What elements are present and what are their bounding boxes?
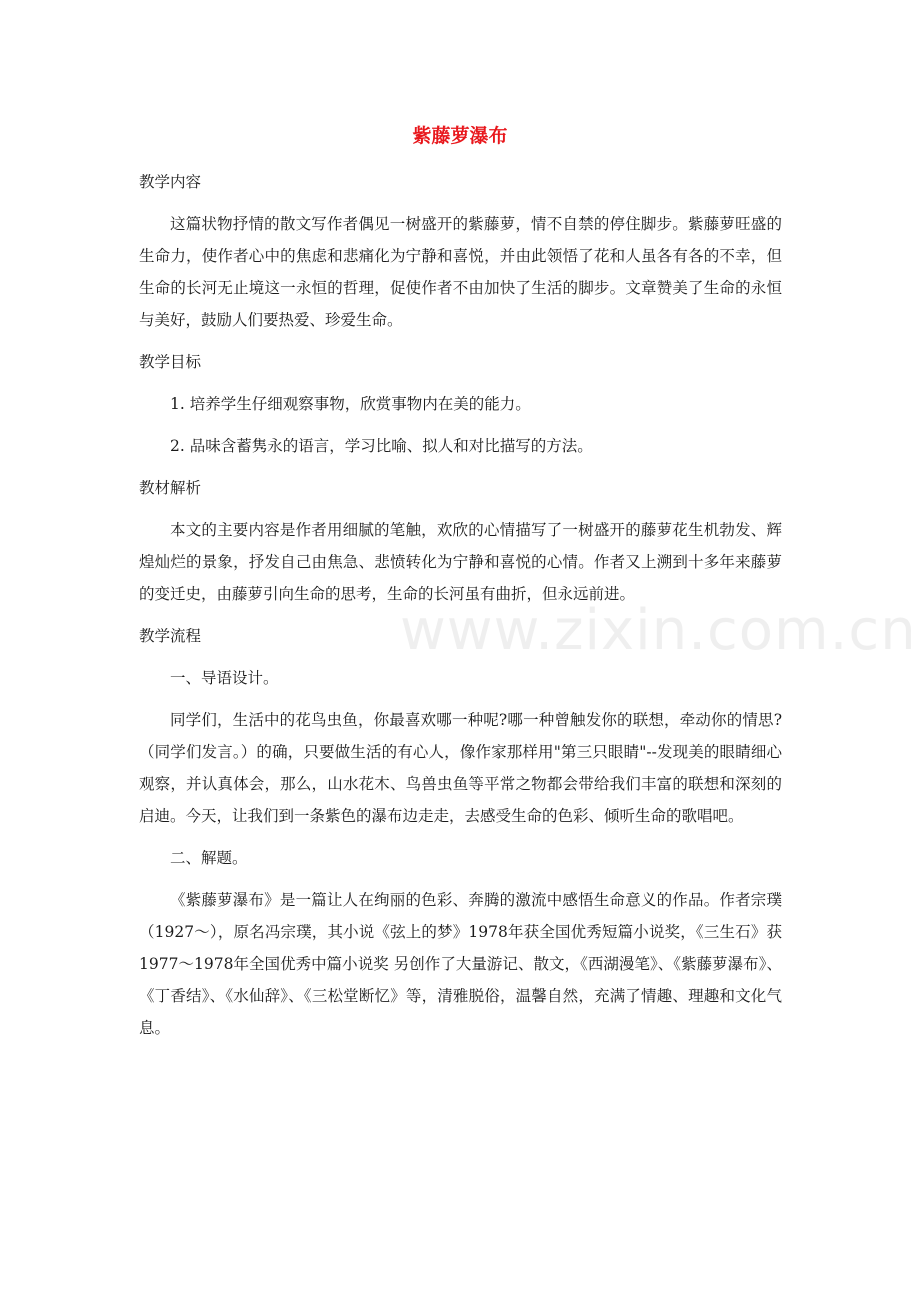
goal-item: 2. 品味含蓄隽永的语言，学习比喻、拟人和对比描写的方法。 xyxy=(170,437,593,455)
content-paragraph: 这篇状物抒情的散文写作者偶见一树盛开的紫藤萝，情不自禁的停住脚步。紫藤萝旺盛的生命力，使作者心中的焦虑和悲痛化为宁静和喜悦，并由此领悟了花和人虽各有各的不幸，但生命的长河无止境这一永恒的哲理，促使作者不由加快了生活的脚步。文章赞美了生命的永恒与美好，鼓励人们要热爱、珍爱生命。 xyxy=(139,215,782,329)
process-step1-title: 一、导语设计。 xyxy=(170,669,279,687)
process-step2-title: 二、解题。 xyxy=(170,849,248,867)
watermark: www.zixin.com.cn xyxy=(400,598,917,663)
goal-item: 1. 培养学生仔细观察事物，欣赏事物内在美的能力。 xyxy=(170,395,531,413)
process-step2-paragraph: 《紫藤萝瀑布》是一篇让人在绚丽的色彩、奔腾的激流中感悟生命意义的作品。作者宗璞（1927～），原名冯宗璞，其小说《弦上的梦》1978年获全国优秀短篇小说奖，《三生石》获1977～1978年全国优秀中篇小说奖 另创作了大量游记、散文，《西湖漫笔》、《紫藤萝瀑布》、《丁香结》、《水仙辞》、《三松堂断忆》等，清雅脱俗，温馨自然，充满了情趣、理趣和文化气息。 xyxy=(139,891,782,1037)
analysis-paragraph: 本文的主要内容是作者用细腻的笔触，欢欣的心情描写了一树盛开的藤萝花生机勃发、辉煌灿烂的景象，抒发自己由焦急、悲愤转化为宁静和喜悦的心情。作者又上溯到十多年来藤萝的变迁史，由藤萝引向生命的思考，生命的长河虽有曲折，但永远前进。 xyxy=(139,521,782,603)
process-step1-paragraph: 同学们，生活中的花鸟虫鱼，你最喜欢哪一种呢?哪一种曾触发你的联想，牵动你的情思?（同学们发言。）的确，只要做生活的有心人，像作家那样用"第三只眼睛"--发现美的眼睛细心观察，并认真体会，那么，山水花木、鸟兽虫鱼等平常之物都会带给我们丰富的联想和深刻的启迪。今天，让我们到一条紫色的瀑布边走走，去感受生命的色彩、倾听生命的歌唱吧。 xyxy=(139,711,782,825)
section-heading-content: 教学内容 xyxy=(139,173,202,191)
document-title: 紫藤萝瀑布 xyxy=(412,125,508,147)
section-heading-goals: 教学目标 xyxy=(139,353,202,371)
section-heading-analysis: 教材解析 xyxy=(139,479,202,497)
document-body xyxy=(139,166,782,1054)
section-heading-process: 教学流程 xyxy=(139,627,202,645)
